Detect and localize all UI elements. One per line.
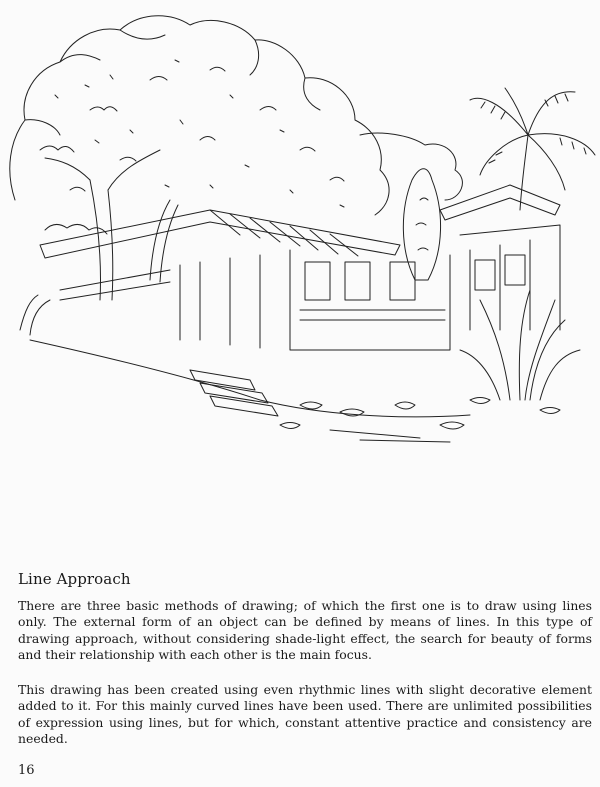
tree-canopy [10, 16, 463, 234]
paragraph-2: This drawing has been created using even rhythmic lines with slight decorative element added to it. For this mainly curved lines have been used. There are unlimited possibilities of expression using lines, but for which, constant attentive practice and consistency are needed. [18, 682, 592, 747]
palm-tree [470, 88, 595, 210]
page-number: 16 [18, 763, 35, 778]
grass [20, 290, 580, 400]
cypress-tree [403, 169, 440, 280]
section-heading: Line Approach [18, 570, 131, 588]
ground-and-steps [30, 340, 560, 442]
house [40, 210, 450, 350]
tree-trunks [45, 150, 178, 300]
right-building [440, 185, 560, 330]
paragraph-1: There are three basic methods of drawing; of which the first one is to draw using lines only. The external form of an object can be defined by means of lines. In this type of drawing approach, without considering shade-light effect, the search for beauty of forms and their relationship with each other is the main focus. [18, 598, 592, 663]
